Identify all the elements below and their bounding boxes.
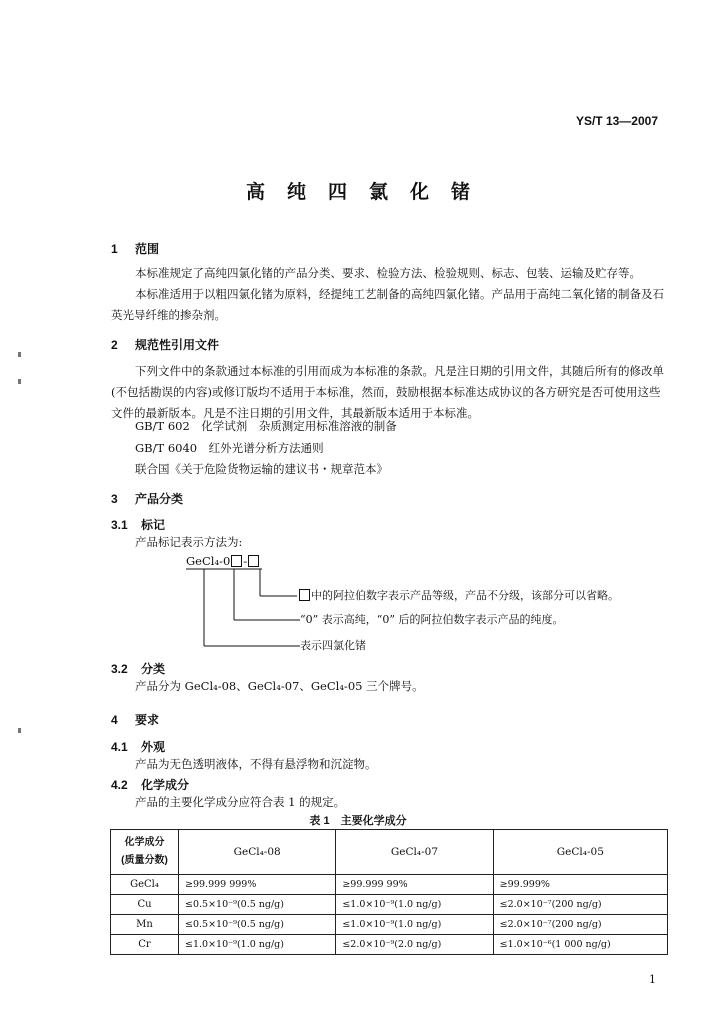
section-4-heading (111, 711, 159, 728)
section-4-2-paragraph: 产品的主要化学成分应符合表 1 的规定。 (135, 795, 346, 809)
table-row (111, 935, 668, 955)
page-title: 高纯四氯化锗 (245, 181, 492, 203)
section-number: 2 (111, 338, 118, 352)
table-header-cell: GeCl₄-08 (179, 830, 336, 875)
section-title: 规范性引用文件 (135, 338, 220, 352)
table-cell: Cu (111, 895, 179, 915)
grade-box-icon (299, 589, 310, 601)
section-number: 4.1 (111, 740, 128, 754)
section-1-paragraph-2: 本标准适用于以粗四氯化锗为原料，经提纯工艺制备的高纯四氯化锗。产品用于高纯二氧化锗的制备及石英光导纤维的掺杂剂。 (111, 287, 664, 322)
table-cell: ≤1.0×10⁻⁹(1.0 ng/g) (336, 915, 493, 935)
section-4-1-paragraph: 产品为无色透明液体，不得有悬浮物和沉淀物。 (135, 757, 377, 771)
table-cell: ≤2.0×10⁻⁷(200 ng/g) (493, 915, 667, 935)
table-row (111, 915, 668, 935)
table-row (111, 875, 668, 895)
table-header-cell (111, 830, 179, 875)
page-number: 1 (649, 973, 656, 986)
reference-item: GB/T 602 化学试剂 杂质测定用标准溶液的制备 (135, 419, 397, 433)
section-1-paragraph-1: 本标准规定了高纯四氯化锗的产品分类、要求、检验方法、检验规则、标志、包装、运输及贮存等。 (135, 266, 641, 280)
table-header-cell: GeCl₄-07 (336, 830, 493, 875)
section-title: 外观 (141, 740, 166, 754)
formula-prefix: GeCl₄-0 (186, 554, 231, 568)
table-cell: ≤2.0×10⁻⁷(200 ng/g) (493, 895, 667, 915)
section-number: 4 (111, 713, 118, 727)
table-cell: ≤1.0×10⁻⁹(1.0 ng/g) (179, 935, 336, 955)
table-caption: 表 1 主要化学成分 (309, 815, 407, 827)
table-cell: Mn (111, 915, 179, 935)
table-cell: Cr (111, 935, 179, 955)
table-cell: ≤0.5×10⁻⁹(0.5 ng/g) (179, 915, 336, 935)
section-title: 分类 (141, 662, 166, 676)
document-code: YS/T 13—2007 (575, 114, 658, 128)
section-4-2-heading (111, 776, 189, 793)
section-number: 1 (111, 242, 118, 256)
scan-mark (18, 728, 21, 733)
annotation-text: 中的阿拉伯数字表示产品等级，产品不分级，该部分可以省略。 (311, 589, 619, 602)
table-cell: ≤2.0×10⁻⁹(2.0 ng/g) (336, 935, 493, 955)
section-number: 3 (111, 492, 118, 506)
scan-mark (18, 379, 21, 384)
section-title: 标记 (141, 518, 166, 532)
table-cell: ≥99.999 999% (179, 875, 336, 895)
section-title: 要求 (135, 713, 160, 727)
table-header-row (111, 830, 668, 875)
scan-mark (18, 352, 21, 357)
section-number: 3.2 (111, 662, 128, 676)
marking-annotation-purity: “0” 表示高纯，“0” 后的阿拉伯数字表示产品的纯度。 (300, 613, 564, 626)
section-3-2-paragraph: 产品分为 GeCl₄-08、GeCl₄-07、GeCl₄-05 三个牌号。 (135, 679, 424, 693)
reference-item: 联合国《关于危险货物运输的建议书・规章范本》 (135, 462, 388, 476)
table-cell: ≥99.999% (493, 875, 667, 895)
table-cell: ≤0.5×10⁻⁹(0.5 ng/g) (179, 895, 336, 915)
table-header-cell: GeCl₄-05 (493, 830, 667, 875)
chemical-composition-table (110, 829, 668, 955)
table-cell: ≤1.0×10⁻⁹(1.0 ng/g) (336, 895, 493, 915)
header-line: (质量分数) (121, 855, 168, 866)
table-row (111, 895, 668, 915)
section-title: 产品分类 (135, 492, 184, 506)
section-4-1-heading (111, 738, 165, 755)
marking-annotation-substance: 表示四氯化锗 (300, 639, 366, 652)
marking-annotation-grade (298, 585, 619, 606)
table-cell: GeCl₄ (111, 875, 179, 895)
header-line: 化学成分 (124, 837, 165, 848)
reference-item: GB/T 6040 红外光谱分析方法通则 (135, 441, 324, 455)
formula-separator: - (243, 554, 248, 568)
table-cell: ≤1.0×10⁻⁶(1 000 ng/g) (493, 935, 667, 955)
section-title: 范围 (135, 242, 160, 256)
section-title: 化学成分 (141, 778, 190, 792)
section-2-paragraph-1: 下列文件中的条款通过本标准的引用而成为本标准的条款。凡是注日期的引用文件，其随后所有的修改单(不包括勘误的内容)或修订版均不适用于本标准，然而，鼓励根据本标准达成协议的各方研究是否可使用这些文件的最新版本。凡是不注日期的引用文件，其最新版本适用于本标准。 (111, 364, 664, 420)
section-number: 3.1 (111, 518, 128, 532)
table-cell: ≥99.999 99% (336, 875, 493, 895)
marking-intro: 产品标记表示方法为: (135, 535, 243, 549)
section-3-2-heading (111, 660, 165, 677)
section-number: 4.2 (111, 778, 128, 792)
